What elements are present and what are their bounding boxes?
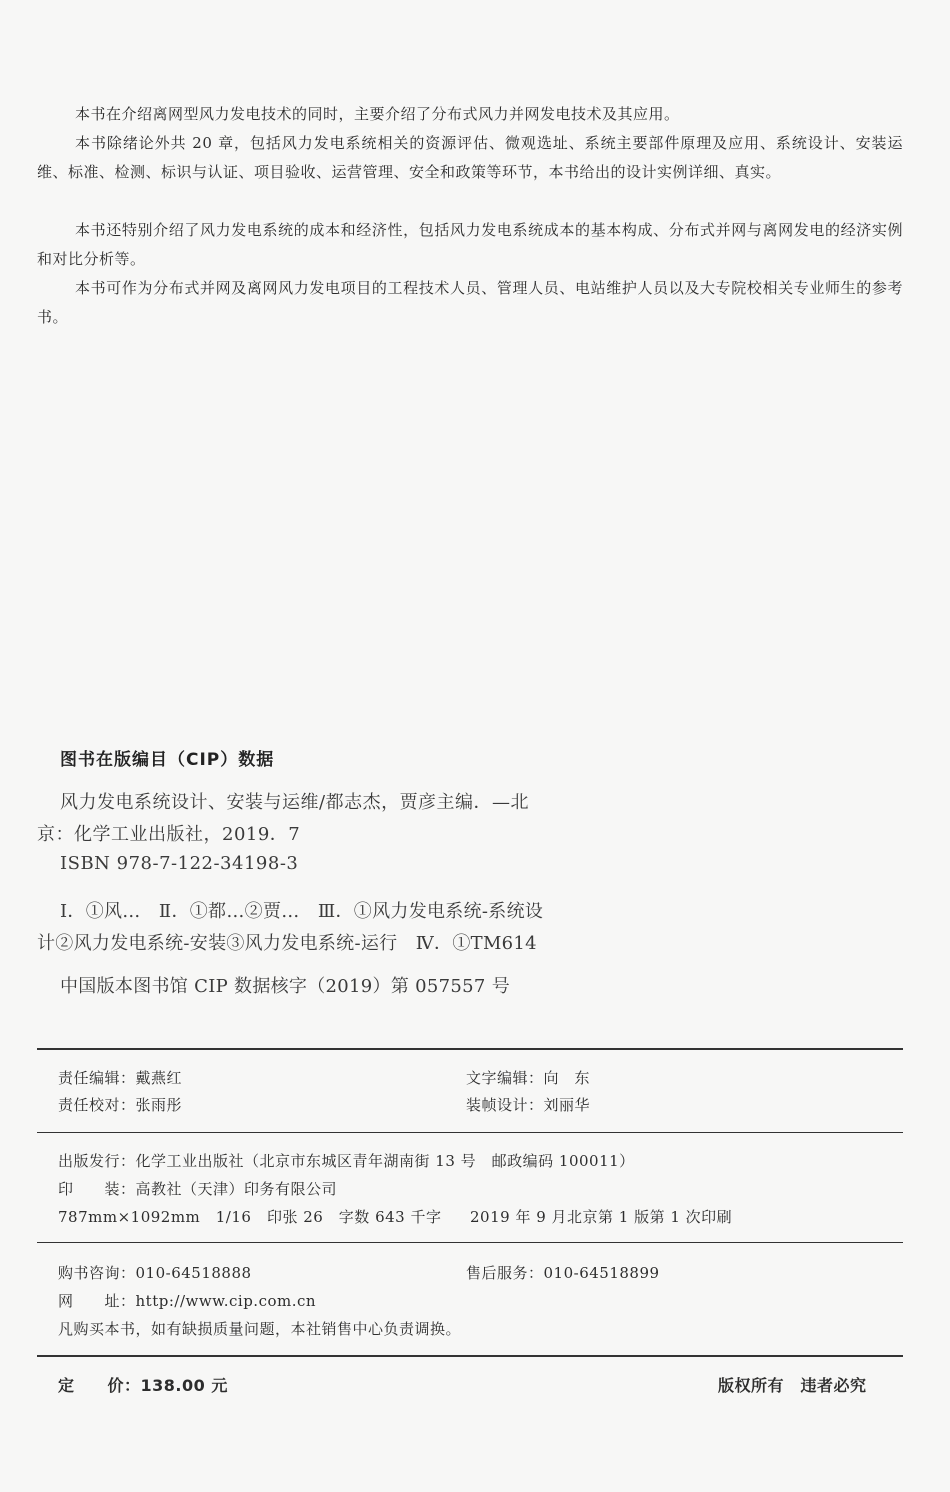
cip-title: 图书在版编目（CIP）数据: [60, 750, 275, 770]
cip-line-2: 京：化学工业出版社，2019．7: [37, 824, 301, 845]
credit-proofreader: [58, 1094, 182, 1115]
divider-rule-3: [37, 1242, 903, 1243]
designer-value: 刘丽华: [543, 1096, 591, 1114]
printer-value: 高教社（天津）印务有限公司: [135, 1180, 338, 1198]
credit-designer: [466, 1094, 590, 1115]
cip-line-5: 计②风力发电系统-安装③风力发电系统-运行 Ⅳ．①TM614: [37, 933, 537, 954]
intro-paragraph-1: 本书在介绍离网型风力发电技术的同时，主要介绍了分布式风力并网发电技术及其应用。: [75, 105, 680, 123]
service-label: 售后服务：: [466, 1264, 544, 1282]
divider-rule-1: [37, 1048, 903, 1050]
editor-label: 责任编辑：: [58, 1069, 136, 1087]
format-line: 787mm×1092mm 1/16 印张 26 字数 643 千字: [58, 1208, 442, 1226]
credit-editor: [58, 1067, 182, 1088]
intro-paragraph-4: 本书可作为分布式并网及离网风力发电项目的工程技术人员、管理人员、电站维护人员以及大专院校相关专业师生的参考书。: [37, 279, 903, 326]
price-label: 定 价：: [58, 1376, 141, 1395]
text-editor-value: 向 东: [543, 1069, 591, 1087]
printer-line: [58, 1178, 337, 1199]
purchase-inquiry: [58, 1262, 252, 1283]
price-line: [58, 1373, 228, 1396]
divider-rule-2: [37, 1132, 903, 1133]
intro-paragraph-3: 本书还特别介绍了风力发电系统的成本和经济性，包括风力发电系统成本的基本构成、分布式并网与离网发电的经济实例和对比分析等。: [37, 221, 903, 268]
copyright-notice: 版权所有 违者必究: [718, 1376, 867, 1395]
publisher-line: 出版发行：化学工业出版社（北京市东城区青年湖南街 13 号 邮政编码 100011）: [58, 1152, 635, 1170]
return-notice: 凡购买本书，如有缺损质量问题，本社销售中心负责调换。: [58, 1320, 462, 1338]
text-editor-label: 文字编辑：: [466, 1069, 544, 1087]
printer-label: 印 装：: [58, 1180, 136, 1198]
credit-text-editor: [466, 1067, 590, 1088]
cip-line-6: 中国版本图书馆 CIP 数据核字（2019）第 057557 号: [60, 976, 511, 997]
intro-paragraph-2: 本书除绪论外共 20 章，包括风力发电系统相关的资源评估、微观选址、系统主要部件原理及应用、系统设计、安装运维、标准、检测、标识与认证、项目验收、运营管理、安全和政策等环节，本书给出的设计实例详细、真实。: [37, 134, 903, 181]
website-line: [58, 1290, 316, 1311]
website-link[interactable]: http://www.cip.com.cn: [135, 1292, 317, 1310]
editor-value: 戴燕红: [135, 1069, 183, 1087]
purchase-phone: 010-64518888: [135, 1264, 252, 1282]
edition-line: 2019 年 9 月北京第 1 版第 1 次印刷: [470, 1208, 733, 1226]
cip-line-3: ISBN 978-7-122-34198-3: [60, 853, 299, 874]
service-phone: 010-64518899: [543, 1264, 660, 1282]
cip-line-4: Ⅰ．①风… Ⅱ．①都…②贾… Ⅲ．①风力发电系统-系统设: [60, 901, 544, 922]
purchase-label: 购书咨询：: [58, 1264, 136, 1282]
proofreader-value: 张雨彤: [135, 1096, 183, 1114]
designer-label: 装帧设计：: [466, 1096, 544, 1114]
price-value: 138.00 元: [140, 1376, 228, 1395]
cip-line-1: 风力发电系统设计、安装与运维/都志杰，贾彦主编．—北: [60, 792, 530, 813]
proofreader-label: 责任校对：: [58, 1096, 136, 1114]
after-sales-service: [466, 1262, 660, 1283]
website-label: 网 址：: [58, 1292, 136, 1310]
divider-rule-4: [37, 1355, 903, 1357]
